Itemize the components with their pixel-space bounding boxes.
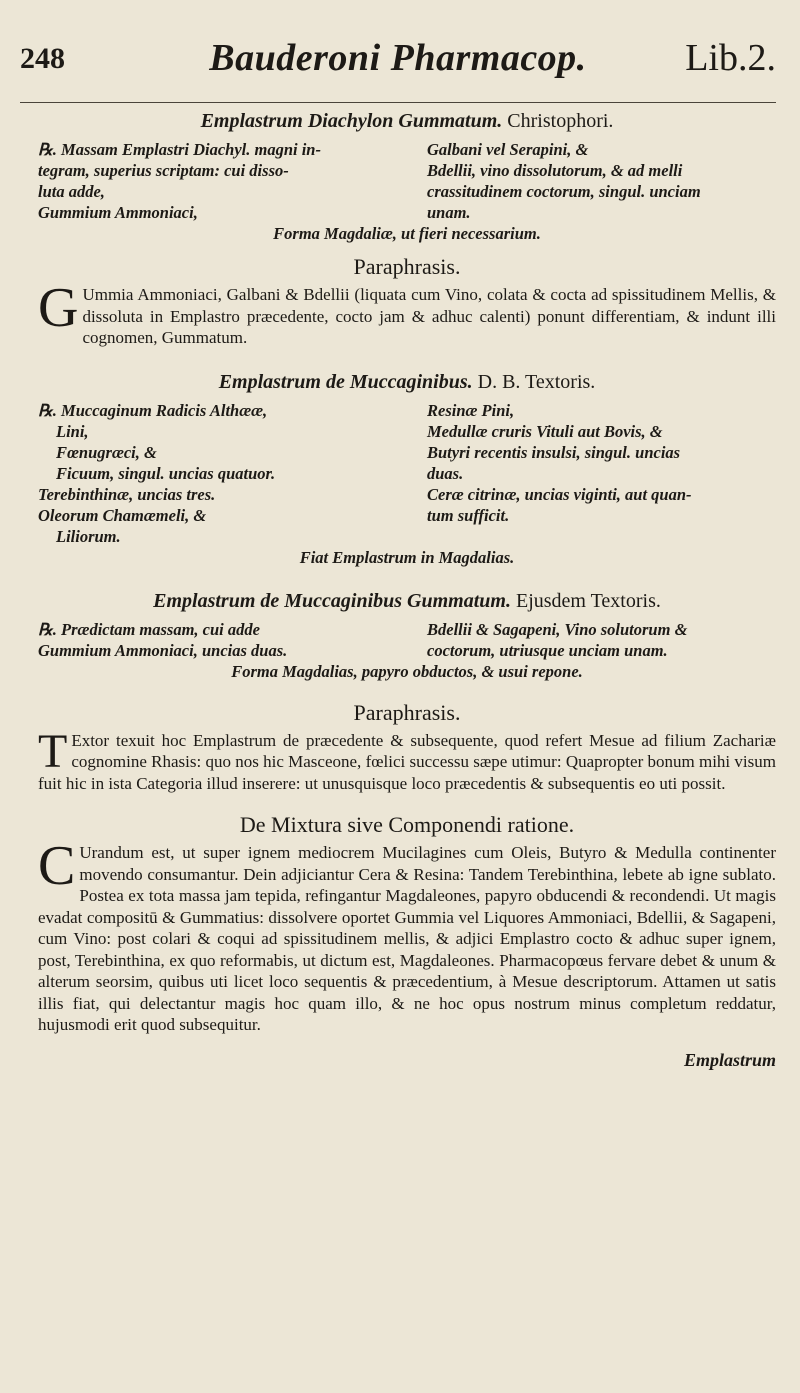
recipe xyxy=(38,400,776,568)
recipe-left: ℞. Massam Emplastri Diachyl. magni in- tegram, superius scriptam: cui disso- luta adde, Gummium Ammoniaci, xyxy=(38,140,321,222)
paragraph: G Ummia Ammoniaci, Galbani & Bdellii (liquata cum Vino, colata & cocta ad spissitudinem Mellis, & dissoluta in Emplastro præcedente, cocto jam & adhuc calenti) ponunt differentiam, & indunt illi cognomen, Gummatum. xyxy=(38,277,776,347)
drop-cap: T xyxy=(38,724,68,778)
subheading: Paraphrasis. xyxy=(353,699,461,725)
paragraph: T Extor texuit hoc Emplastrum de præcedente & subsequente, quod refert Mesue ad filium Zachariæ cognomine Rhasis: quo nos hic Masceone, fœlici successu sæpe utimur: Quapropter bonum mihi visum fuit hic in ista Categoria illud inserere: ut unusquisque loco præcedentis & subsequentis eo uti possit. xyxy=(38,724,776,793)
recipe-left: ℞. Prædictam massam, cui adde Gummium Ammoniaci, uncias duas. xyxy=(38,619,288,660)
recipe-right: Galbani vel Serapini, & Bdellii, vino dissolutorum, & ad melli crassitudinem coctorum, singul. unciam unam. xyxy=(427,140,701,222)
running-title: Bauderoni Pharmacop. xyxy=(209,37,587,79)
recipe-right: Bdellii & Sagapeni, Vino solutorum & coctorum, utriusque unciam unam. xyxy=(427,619,688,660)
recipe-left: ℞. Muccaginum Radicis Althææ, Lini, Fœnugræci, & Ficuum, singul. uncias quatuor. Terebinthinæ, uncias tres. Oleorum Chamæmeli, & Liliorum. xyxy=(38,400,276,546)
subheading: De Mixtura sive Componendi ratione. xyxy=(239,812,575,837)
recipe-forma: Forma Magdalias, papyro obductos, & usui repone. xyxy=(231,661,583,681)
recipe xyxy=(38,139,776,244)
section-heading: Emplastrum de Muccaginibus. D. B. Textoris. xyxy=(218,370,596,393)
recipe-right: Resinæ Pini, Medullæ cruris Vituli aut Bovis, & Butyri recentis insulsi, singul. uncias duas. Ceræ citrinæ, uncias viginti, aut quan- tum sufficit. xyxy=(427,400,692,525)
recipe xyxy=(38,619,776,682)
page-content xyxy=(38,110,776,1071)
section-heading: Emplastrum Diachylon Gummatum. Christophori. xyxy=(200,110,614,132)
recipe-forma: Fiat Emplastrum in Magdalias. xyxy=(299,547,515,567)
paragraph: C Urandum est, ut super ignem mediocrem Mucilagines cum Oleis, Butyro & Medulla continenter movendo consumantur. Dein adjiciantur Cera & Resina: Tandem Terebinthina, lebete ab igne sublato. Postea ex tota massa jam tepida, refingantur Magdaleones, papyro obducendi & recondendi. Ut magis evadat compositū & Gummatius: dissolvere oportet Gummia vel Liquores Ammoniaci, Bdellii, & Sagapeni, cum Vino: post colari & coqui ad spissitudinem mellis, & adjici Emplastro cocto & adhuc super ignem, post, Terebinthina, ex quo reformabis, ut dictum est, Magdaleones. Pharmacopœus fervare debet & unum & alterum seorsim, quibus uti licet loco sequentis & præcedentium, à Mesue descriptorum. Attamen ut satis illis fiat, qui delectantur magis hoc quam illo, & ne hoc opus nostrum minus completum reddatur, hujusmodi erit quod subsequitur. xyxy=(38,835,776,1034)
catchword: Emplastrum xyxy=(683,1049,776,1070)
subheading: Paraphrasis. xyxy=(353,254,461,279)
book-number: Lib.2. xyxy=(685,37,776,79)
drop-cap: C xyxy=(38,835,76,897)
recipe-forma: Forma Magdaliæ, ut fieri necessarium. xyxy=(273,224,541,243)
page-header xyxy=(20,32,776,103)
page-number: 248 xyxy=(20,42,65,75)
drop-cap: G xyxy=(38,277,79,339)
section-heading: Emplastrum de Muccaginibus Gummatum. Ejusdem Textoris. xyxy=(153,589,661,612)
